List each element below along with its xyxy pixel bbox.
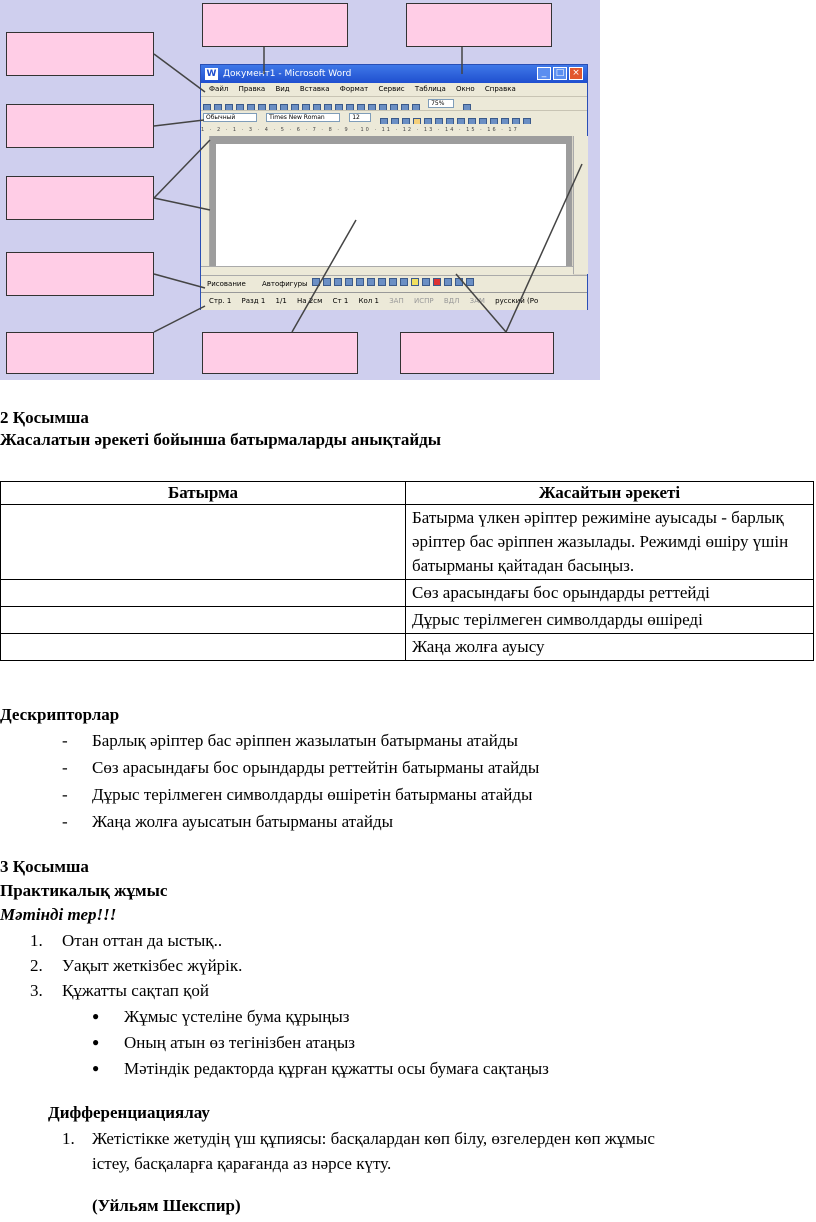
list-item — [62, 731, 518, 751]
vertical-scrollbar[interactable] — [573, 136, 588, 274]
status-pages: 1/1 — [275, 297, 287, 305]
callout-box-left-2 — [6, 104, 154, 148]
list-item — [62, 1129, 655, 1149]
document-page[interactable] — [216, 144, 566, 266]
descriptor-text: Сөз арасындағы бос орындарды реттейтін батырманы атайды — [92, 758, 540, 777]
list-item — [92, 1007, 349, 1027]
status-trk: ИСПР — [413, 297, 434, 305]
diagram-icon[interactable] — [378, 278, 386, 286]
list-item — [62, 785, 532, 805]
status-column: Кол 1 — [358, 297, 379, 305]
fill-color-icon[interactable] — [411, 278, 419, 286]
descriptor-text: Жаңа жолға ауысатын батырманы атайды — [92, 812, 394, 831]
textbox-icon[interactable] — [356, 278, 364, 286]
menu-view[interactable]: Вид — [275, 85, 290, 93]
list-item — [30, 931, 222, 951]
leader-line — [154, 306, 205, 332]
menu-window[interactable]: Окно — [456, 85, 475, 93]
table-row — [1, 580, 814, 607]
autoshapes-menu[interactable]: Автофигуры — [261, 280, 308, 288]
list-text: Жұмыс үстеліне бума құрыңыз — [124, 1007, 350, 1026]
maximize-icon[interactable]: □ — [553, 67, 567, 80]
menu-bar — [201, 83, 587, 96]
text-color-icon[interactable] — [433, 278, 441, 286]
quote-line-2: істеу, басқаларға қарағанда аз нәрсе күту. — [92, 1154, 392, 1173]
font-select[interactable]: Times New Roman — [266, 113, 340, 122]
clipart-icon[interactable] — [389, 278, 397, 286]
horizontal-ruler[interactable]: 1 · 2 · 1 · 3 · 4 · 5 · 6 · 7 · 8 · 9 · 10 · 11 · 12 · 13 · 14 · 15 · 16 · 17 — [201, 124, 587, 136]
line-color-icon[interactable] — [422, 278, 430, 286]
descriptor-text: Дұрыс терілмеген символдарды өшіретін батырманы атайды — [92, 785, 533, 804]
dash-marker: - — [62, 812, 68, 831]
draw-menu[interactable]: Рисование — [207, 280, 246, 288]
buttons-table — [0, 481, 814, 661]
callout-box-bottom-right — [400, 332, 554, 374]
callout-box-left-4 — [6, 252, 154, 296]
callout-box-top-right — [406, 3, 552, 47]
table-row — [1, 607, 814, 634]
list-item — [30, 956, 242, 976]
zoom-select[interactable]: 75% — [428, 99, 454, 108]
list-text: Отан оттан да ыстық.. — [62, 931, 223, 950]
rectangle-icon[interactable] — [334, 278, 342, 286]
dash-style-icon[interactable] — [455, 278, 463, 286]
menu-table[interactable]: Таблица — [414, 85, 446, 93]
table-cell — [1, 634, 406, 661]
list-item — [92, 1033, 355, 1053]
status-rec: ЗАП — [389, 297, 404, 305]
status-language: русский (Ро — [495, 297, 539, 305]
minimize-icon[interactable]: _ — [537, 67, 551, 80]
list-number: 2. — [30, 956, 43, 975]
appendix2-heading: 2 Қосымша — [0, 408, 89, 427]
arrow-icon[interactable] — [323, 278, 331, 286]
wordart-icon[interactable] — [367, 278, 375, 286]
list-number: 1. — [62, 1129, 75, 1148]
vertical-ruler[interactable] — [201, 136, 210, 266]
bullet-marker: ● — [92, 1009, 100, 1023]
bullet-marker: ● — [92, 1035, 100, 1049]
status-position: На 2см — [297, 297, 323, 305]
list-text: Оның атын өз тегінізбен атаңыз — [124, 1033, 355, 1052]
line-icon[interactable] — [312, 278, 320, 286]
table-cell: Дұрыс терілмеген символдарды өшіреді — [406, 607, 814, 634]
dash-marker: - — [62, 731, 68, 750]
size-select[interactable]: 12 — [349, 113, 371, 122]
title-bar — [201, 65, 587, 83]
menu-tools[interactable]: Сервис — [378, 85, 405, 93]
window-title: Документ1 - Microsoft Word — [223, 69, 352, 79]
appendix3-subtitle: Мәтінді тер!!! — [0, 905, 117, 924]
word-window — [200, 64, 588, 310]
leader-line — [154, 274, 205, 288]
status-section: Разд 1 — [241, 297, 266, 305]
table-row — [1, 634, 814, 661]
list-item — [62, 758, 539, 778]
document-area — [210, 136, 572, 266]
formatting-toolbar — [201, 110, 587, 124]
list-text: Құжатты сақтап қой — [62, 981, 209, 1000]
table-cell: Сөз арасындағы бос орындарды реттейді — [406, 580, 814, 607]
callout-box-top-center — [202, 3, 348, 47]
menu-edit[interactable]: Правка — [238, 85, 266, 93]
descriptors-title: Дескрипторлар — [0, 705, 120, 724]
quote-author: (Уйльям Шекспир) — [92, 1196, 241, 1215]
table-cell — [1, 505, 406, 580]
callout-box-top-left — [6, 32, 154, 76]
status-page: Стр. 1 — [209, 297, 232, 305]
appendix3-title: Практикалық жұмыс — [0, 881, 168, 900]
drawing-toolbar — [201, 275, 587, 293]
status-line: Ст 1 — [332, 297, 349, 305]
list-number: 1. — [30, 931, 43, 950]
column-header: Жасайтын әрекеті — [406, 482, 814, 505]
column-header: Батырма — [1, 482, 406, 505]
table-header-row — [1, 482, 814, 505]
differentiation-title: Дифференциациялау — [48, 1103, 210, 1122]
appendix3-heading: 3 Қосымша — [0, 857, 89, 876]
style-select[interactable]: Обычный — [203, 113, 257, 122]
list-text: Уақыт жеткізбес жүйрік. — [62, 956, 243, 975]
list-item — [30, 981, 209, 1001]
bullet-marker: ● — [92, 1061, 100, 1075]
quote-line-1: Жетістікке жетудің үш құпиясы: басқалардан көп білу, өзгелерден көп жұмыс — [92, 1129, 655, 1148]
oval-icon[interactable] — [345, 278, 353, 286]
line-style-icon[interactable] — [444, 278, 452, 286]
callout-box-bottom-center — [202, 332, 358, 374]
table-cell: Батырма үлкен әріптер режиміне ауысады - барлық әріптер бас әріппен жазылады. Режимді өшіру үшін батырманы қайтадан басыңыз. — [406, 505, 814, 580]
dash-marker: - — [62, 758, 68, 777]
leader-line — [154, 54, 205, 92]
menu-format[interactable]: Формат — [339, 85, 369, 93]
callout-box-bottom-left — [6, 332, 154, 374]
table-cell — [1, 580, 406, 607]
word-app-icon: W — [206, 69, 217, 79]
status-bar — [201, 292, 587, 310]
menu-file[interactable]: Файл — [209, 85, 229, 93]
table-row — [1, 505, 814, 580]
menu-insert[interactable]: Вставка — [299, 85, 330, 93]
list-item — [62, 812, 393, 832]
menu-help[interactable]: Справка — [484, 85, 516, 93]
picture-icon[interactable] — [400, 278, 408, 286]
standard-toolbar — [201, 96, 587, 110]
leader-line — [154, 120, 204, 126]
descriptor-text: Барлық әріптер бас әріппен жазылатын батырманы атайды — [92, 731, 518, 750]
callout-box-left-3 — [6, 176, 154, 220]
dash-marker: - — [62, 785, 68, 804]
list-number: 3. — [30, 981, 43, 1000]
status-ovr: ЗАМ — [469, 297, 485, 305]
list-item — [92, 1059, 549, 1079]
word-interface-figure — [0, 0, 600, 380]
appendix2-title: Жасалатын әрекеті бойынша батырмаларды анықтайды — [0, 430, 442, 449]
list-text: Мәтіндік редакторда құрған құжатты осы бумаға сақтаңыз — [124, 1059, 549, 1078]
table-cell: Жаңа жолға ауысу — [406, 634, 814, 661]
arrow-style-icon[interactable] — [466, 278, 474, 286]
table-cell — [1, 607, 406, 634]
status-ext: ВДЛ — [443, 297, 460, 305]
close-icon[interactable]: × — [569, 67, 583, 80]
